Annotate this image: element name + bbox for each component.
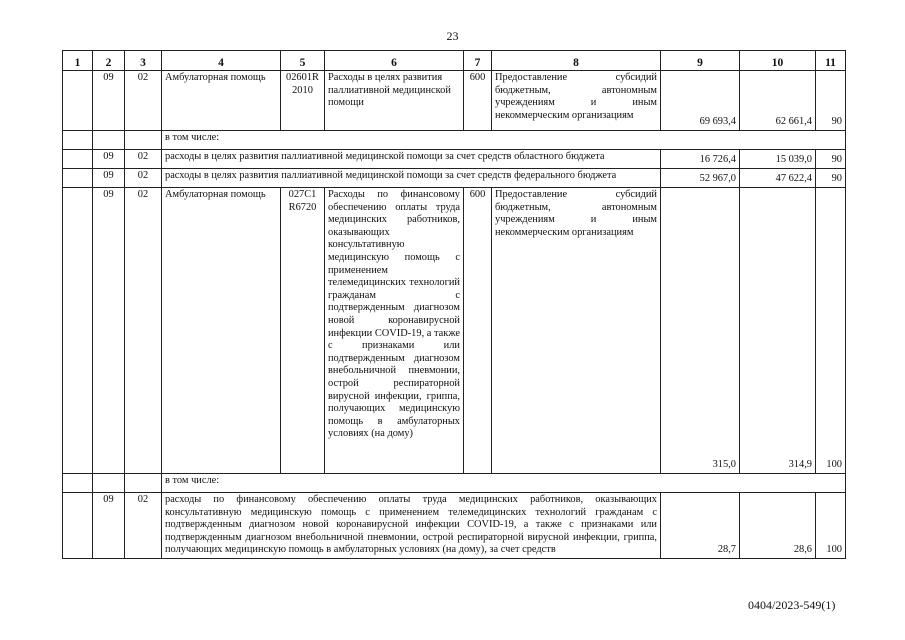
sub-item-description: расходы в целях развития паллиативной медицинской помощи за счет средств областного бюджета: [162, 150, 661, 169]
header-row: [63, 51, 846, 71]
cell: [63, 188, 93, 474]
header-col-10: 10: [740, 51, 816, 71]
header-col-2: 2: [93, 51, 125, 71]
cell: [125, 131, 162, 150]
expense-type-name: Предоставление субсидий бюджетным, автономным учреждениям и иным некоммерческим организациям: [492, 188, 661, 474]
target-article-code-part1: 02601R: [286, 72, 319, 83]
expense-description: Расходы в целях развития паллиативной медицинской помощи: [325, 71, 464, 131]
subsection-code: 02: [125, 169, 162, 188]
cell: [93, 474, 125, 493]
header-col-7: 7: [464, 51, 492, 71]
cell: [63, 131, 93, 150]
section-code: 09: [93, 493, 125, 559]
expense-type-code: 600: [464, 71, 492, 131]
amount-executed: 15 039,0: [740, 150, 816, 169]
page-number: 23: [446, 29, 459, 43]
header-col-9: 9: [661, 51, 740, 71]
table-row: [63, 188, 846, 474]
including-label: в том числе:: [162, 474, 846, 493]
amount-planned: 52 967,0: [661, 169, 740, 188]
budget-table: [62, 50, 846, 559]
header-col-4: 4: [162, 51, 281, 71]
subsection-code: 02: [125, 150, 162, 169]
expense-type-code: 600: [464, 188, 492, 474]
execution-percent: 90: [816, 169, 846, 188]
execution-percent: 90: [816, 150, 846, 169]
subsection-name: Амбулаторная помощь: [162, 188, 281, 474]
table-row: [63, 131, 846, 150]
header-col-6: 6: [325, 51, 464, 71]
amount-planned: 69 693,4: [661, 71, 740, 131]
target-article-code: [281, 188, 325, 474]
section-code: 09: [93, 188, 125, 474]
execution-percent: 100: [816, 188, 846, 474]
sub-item-description: расходы по финансовому обеспечению оплаты труда медицинских работников, оказывающих консультативную медицинскую помощь с применением телемедицинских технологий гражданам с подтвержденным диагнозом новой коронавирусной инфекции COVID-19, а также с признаками или подтвержденным диагнозом внебольничной пневмонии, острой респираторной вирусной инфекции, гриппа, получающих медицинскую помощь в амбулаторных условиях (на дому), за счет средств: [162, 493, 661, 559]
section-code: 09: [93, 71, 125, 131]
header-col-8: 8: [492, 51, 661, 71]
amount-executed: 62 661,4: [740, 71, 816, 131]
subsection-code: 02: [125, 493, 162, 559]
cell: [63, 71, 93, 131]
table-row: [63, 150, 846, 169]
section-code: 09: [93, 169, 125, 188]
subsection-code: 02: [125, 188, 162, 474]
cell: [63, 474, 93, 493]
execution-percent: 90: [816, 71, 846, 131]
subsection-code: 02: [125, 71, 162, 131]
target-article-code-part2: R6720: [288, 201, 317, 213]
expense-description: Расходы по финансовому обеспечению оплаты труда медицинских работников, оказывающих консультативную медицинскую помощь с применением телемедицинских технологий гражданам с подтвержденным диагнозом новой коронавирусной инфекции COVID-19, а также с признаками или подтвержденным диагнозом внебольничной пневмонии, острой респираторной вирусной инфекции, гриппа, получающих медицинскую помощь в амбулаторных условиях (на дому): [325, 188, 464, 474]
target-article-code-part2: 2010: [292, 84, 313, 96]
table-row: [63, 474, 846, 493]
header-col-5: 5: [281, 51, 325, 71]
table-row: [63, 169, 846, 188]
target-article-code: [281, 71, 325, 131]
amount-planned: 28,7: [661, 493, 740, 559]
amount-planned: 315,0: [661, 188, 740, 474]
amount-executed: 314,9: [740, 188, 816, 474]
cell: [63, 150, 93, 169]
header-col-11: 11: [816, 51, 846, 71]
header-col-1: 1: [63, 51, 93, 71]
amount-executed: 28,6: [740, 493, 816, 559]
subsection-name: Амбулаторная помощь: [162, 71, 281, 131]
section-code: 09: [93, 150, 125, 169]
including-label: в том числе:: [162, 131, 846, 150]
cell: [63, 493, 93, 559]
amount-planned: 16 726,4: [661, 150, 740, 169]
cell: [93, 131, 125, 150]
header-col-3: 3: [125, 51, 162, 71]
expense-type-name: Предоставление субсидий бюджетным, автономным учреждениям и иным некоммерческим организациям: [492, 71, 661, 131]
execution-percent: 100: [816, 493, 846, 559]
table-row: [63, 71, 846, 131]
document-code: 0404/2023-549(1): [748, 598, 836, 612]
cell: [63, 169, 93, 188]
table-row: [63, 493, 846, 559]
sub-item-description: расходы в целях развития паллиативной медицинской помощи за счет средств федерального бюджета: [162, 169, 661, 188]
target-article-code-part1: 027С1: [288, 189, 317, 200]
amount-executed: 47 622,4: [740, 169, 816, 188]
cell: [125, 474, 162, 493]
